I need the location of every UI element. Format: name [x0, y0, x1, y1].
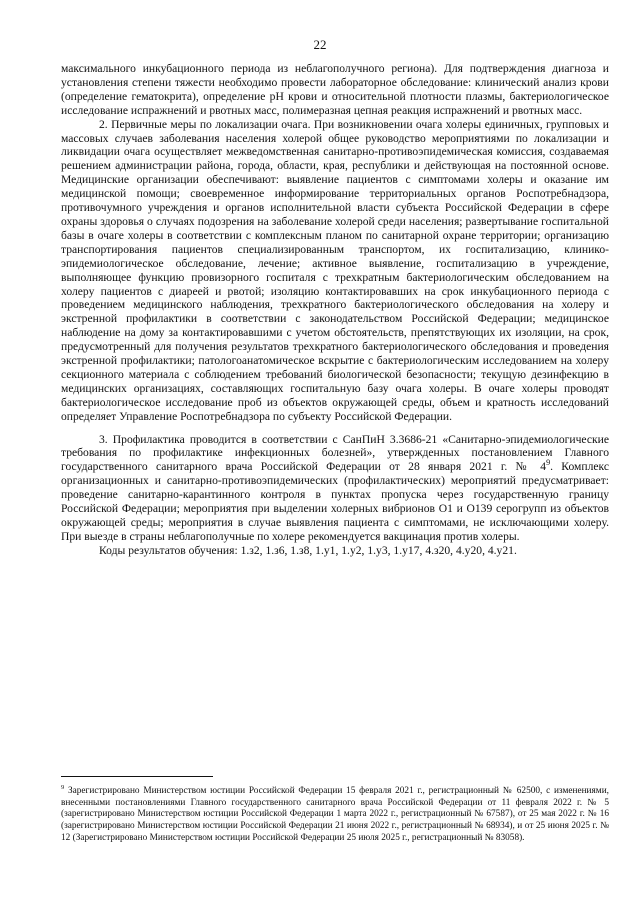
footnote-reference: 9 — [546, 458, 551, 468]
paragraph-lab-diagnosis: максимального инкубационного периода из неблагополучного региона). Для подтверждения диагноза и установления степени тяжести необходимо провести лабораторное обследование: клинический анализ крови (определение гематокрита), определение pH крови и относительной плотности плазмы, бактериологическое исследование испражнений и рвотных масс, полимеразная цепная реакция испражнений и рвотных масс. — [61, 62, 609, 117]
footnote-marker: 9 — [61, 783, 65, 791]
prevention-text-start: 3. Профилактика проводится в соответствии с СанПиН 3.3686-21 «Санитарно-эпидемиологические требования по профилактике инфекционных болезней», утвержденных постановлением Главного государственного санитарного врача Российской Федерации от 28 января 2021 г. № 4 — [61, 432, 609, 474]
page-number: 22 — [313, 37, 327, 52]
footnote-text: Зарегистрировано Министерством юстиции Российской Федерации 15 февраля 2021 г., регистрационный № 62500, с изменениями, внесенными постановлениями Главного государственного санитарного врача Российской Федерации от 11 февраля 2022 г. № 5 (зарегистрировано Министерством юстиции Российской Федерации 1 марта 2022 г., регистрационный № 67587), от 25 мая 2022 г. № 16 (зарегистрировано Министерством юстиции Российской Федерации 21 июня 2022 г., регистрационный № 68934), и от 25 июня 2025 г. № 12 (Зарегистрировано Министерством юстиции Российской Федерации 25 июля 2025 г., регистрационный № 83058). — [61, 786, 609, 843]
paragraph-primary-measures: 2. Первичные меры по локализации очага. При возникновении очага холеры единичных, групповых и массовых случаев заболевания населения холерой общее руководство мероприятиями по локализации и ликвидации очага осуществляет межведомственная санитарно-противоэпидемическая комиссия, создаваемая решением администрации района, города, области, края, республики и действующая на постоянной основе. Медицинские организации обеспечивают: выявление пациентов с симптомами холеры и оказание им медицинской помощи; своевременное информирование территориальных органов Роспотребнадзора, противочумного учреждения и органов исполнительной власти субъекта Российской Федерации в сфере охраны здоровья о случаях подозрения на заболевание холерой среди населения; развертывание госпитальной базы в очаге холеры в соответствии с комплексным планом по санитарной охране территории; организацию транспортирования пациентов специализированным транспортом, их госпитализацию, клинико-эпидемиологическое обследование, лечение; активное выявление, госпитализацию в учреждение, выполняющее функцию провизорного госпиталя с трехкратным бактериологическим обследованием на холеру пациентов с диареей и рвотой; изоляцию контактировавших на срок инкубационного периода с проведением медицинского наблюдения, трехкратного бактериологического обследования на холеру и экстренной профилактики в соответствии с законодательством Российской Федерации; медицинское наблюдение на дому за контактировавшими с учетом обстоятельств, препятствующих их изоляции, на срок, предусмотренный для получения результатов трехкратного бактериологического обследования и проведения экстренной профилактики; патологоанатомическое вскрытие с бактериологическим исследованием на холеру секционного материала с соблюдением требований биологической безопасности; текущую дезинфекцию в медицинских организациях, составляющих госпитальную базу очага холеры. В очаге холеры проводят бактериологическое исследование проб из объектов окружающей среды, объем и кратность исследований определяет Управление Роспотребнадзора по субъекту Российской Федерации. — [61, 117, 609, 423]
footnote-divider — [61, 776, 213, 777]
document-body — [61, 62, 609, 558]
paragraph-prevention — [61, 433, 609, 544]
prevention-text-end: . Комплекс организационных и санитарно-противоэпидемических (профилактических) мероприятий предусматривает: проведение санитарно-карантинного контроля в пунктах пропуска через государственную границу Российской Федерации; мероприятия при выделении холерных вибрионов O1 и O139 серогрупп из объектов окружающей среды; мероприятия в случае выявления пациента с симптомами, не исключающими холеру. При выезде в страны неблагополучные по холере рекомендуется вакцинация против холеры. — [61, 460, 609, 543]
paragraph-learning-codes: Коды результатов обучения: 1.з2, 1.з6, 1.з8, 1.у1, 1.у2, 1.у3, 1.у17, 4.з20, 4.у20, 4.у21. — [99, 543, 517, 557]
footnote — [61, 783, 609, 845]
